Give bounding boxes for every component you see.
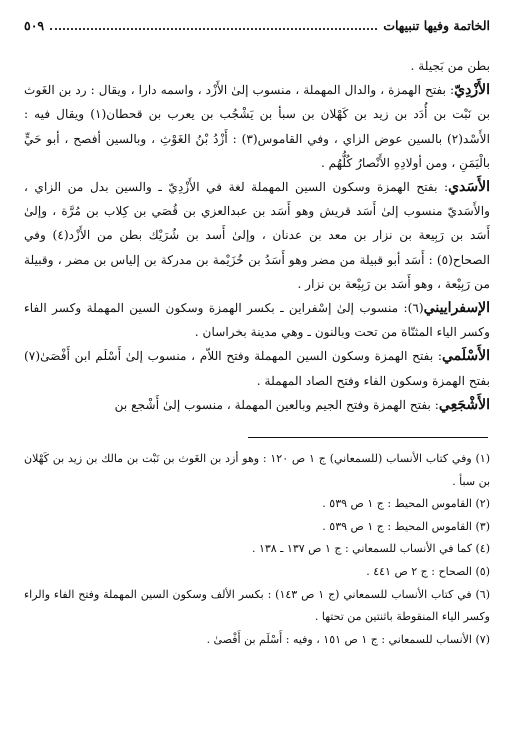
footnote-ref: (٦): [407, 301, 424, 316]
footnote: (٦) في كتاب الأنساب للسمعاني (ج ١ ص ١٤٣) : بكسر الألف وسكون السين المهملة وفتح الفاء والراء وكسر الياء المنقوطة باثنتين من تحتها .: [24, 587, 491, 624]
entry-term: الأَسَدي: [448, 179, 490, 196]
footnote: (٧) الأنساب للسمعاني : ج ١ ص ١٥١ ، وفيه : أَسْلَم بن أَفْصىٰ .: [206, 632, 490, 646]
entry-aslami: [24, 344, 490, 392]
running-header: [24, 18, 490, 40]
entry-text: : بفتح الهمزة وفتح الجيم وبالعين المهملة ، منسوب إلىٰ أَشْجع بن: [114, 397, 439, 412]
main-text: [24, 54, 490, 417]
header-title: الخاتمة وفيها تنبيهات: [383, 18, 490, 33]
page-number: ٥٠٩: [24, 18, 45, 33]
entry-text: : بفتح الهمزة وسكون السين المهملة وفتح اللاّم ، منسوب إلىٰ أَسْلَم ابن أَفْصَىٰ(٧) بفتح الهمزة وسكون الفاء وفتح الصاد المهملة .: [24, 349, 490, 388]
footnote: (١) وفي كتاب الأنساب (للسمعاني) ج ١ ص ١٢٠ : وهو أزد بن الغَوث بن نَبْت بن مالك بن زيد بن كَهْلان بن سبأ .: [24, 452, 490, 488]
entry-text: : بفتح الهمزة وسكون السين المهملة لغة في الأَزْدِيّ ـ والسين بدل من الزاي ، والأَسَديّ منسوب إلىٰ أَسَد قريش وهو أَسَد بن عبدالعزي بن قُصَي بن كِلاب بن مُرَّة ، وإلىٰ أَسَد بن رَبِيعة بن نزار بن معد بن عدنان ، وإلىٰ أَسد بن شُرَيْك بطن من الأَزْد(٤) وفي الصحاح(٥) : أَسَد أبو قبيلة من مضر وهو أَسَدُ بن خُزَيْمة بن مدركة بن إلياس بن مضر ، وقبيلة من رَبِيْعة ، وهو أَسَد بن رَبِيْعة بن نزار .: [24, 180, 490, 291]
entry-ashjai: [24, 393, 490, 417]
entry-text: : بفتح الهمزة ، والدال المهملة ، منسوب إلىٰ الأَزْد ، واسمه دارا ، ويقال : رد بن الغَوث بن نَبْت بن أُدَد بن زيد بن كَهْلان بن سبأ بن يَشْجُب بن يعرب بن قحطان(١) ويقال فيه : الأَسْد(٢) بالسين عوض الزاي ، وفي القاموس(٣) : أَزْدُ بْنُ الغَوْثِ ، وبالسين أفصح ، أبو حَيٍّ بالْيَمَنِ ، ومن أولادِهِ الأَنْصارُ كُلُّهُم .: [24, 83, 490, 170]
entry-asadi: [24, 175, 490, 296]
entry-azdi: [24, 78, 490, 175]
entry-isfarayini: [24, 296, 490, 344]
entry-text: : منسوب إلىٰ إسْفراين ـ بكسر الهمزة وسكون السين المهملة وكسر الفاء وكسر الياء المثنّاة من تحت وبالنون ـ وهي مدينة بخراسان .: [24, 301, 490, 340]
entry-term: الأَسْلَمي: [441, 348, 490, 365]
header-leader-dots: [50, 19, 377, 30]
footnotes: [24, 448, 490, 651]
footnote: (٥) الصحاح : ج ٢ ص ٤٤١ .: [366, 565, 490, 579]
paragraph-continuation: بطن من بَجيلة .: [410, 59, 490, 73]
footnote: (٣) القاموس المحيط : ج ١ ص ٥٣٩ .: [322, 519, 490, 533]
footnote-separator: [248, 437, 488, 438]
entry-term: الأَزْدِيّ: [454, 82, 490, 99]
entry-term: الإسفراييني: [423, 300, 490, 317]
entry-term: الأَشْجَعِي: [438, 396, 490, 413]
footnote: (٤) كما في الأنساب للسمعاني : ج ١ ص ١٣٧ ـ ١٣٨ .: [251, 542, 490, 556]
footnote: (٢) القاموس المحيط : ج ١ ص ٥٣٩ .: [322, 497, 490, 511]
